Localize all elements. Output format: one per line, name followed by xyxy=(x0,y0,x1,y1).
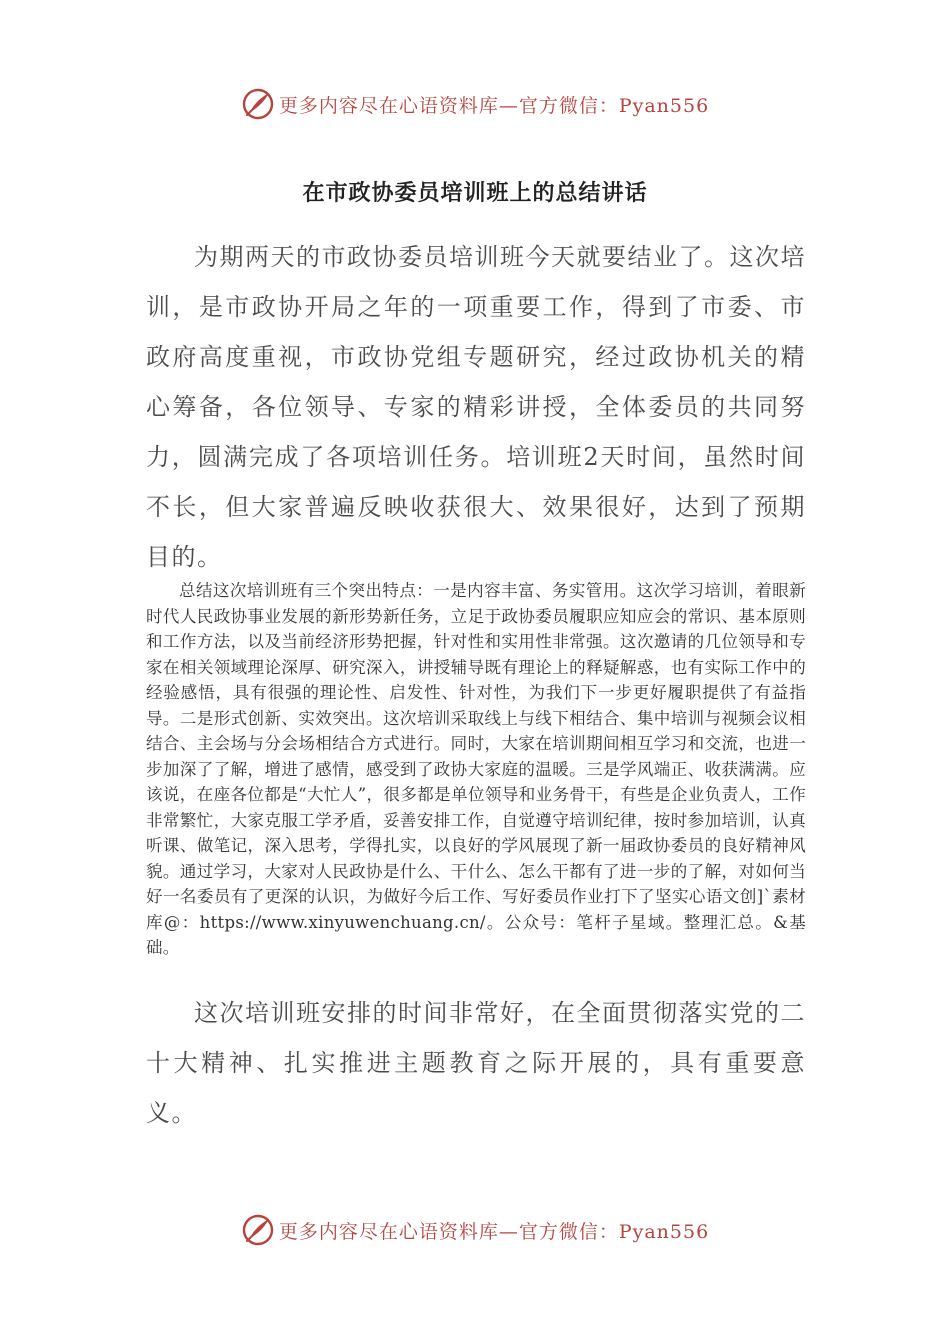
paragraph-features: 总结这次培训班有三个突出特点：一是内容丰富、务实管用。这次学习培训，着眼新时代人民政协事业发展的新形势新任务，立足于政协委员履职应知应会的常识、基本原则和工作方法，以及当前经济形势把握，针对性和实用性非常强。这次邀请的几位领导和专家在相关领域理论深厚、研究深入，讲授辅导既有理论上的释疑解惑，也有实际工作中的经验感悟，具有很强的理论性、启发性、针对性，为我们下一步更好履职提供了有益指导。二是形式创新、实效突出。这次培训采取线上与线下相结合、集中培训与视频会议相结合、主会场与分会场相结合方式进行。同时，大家在培训期间相互学习和交流，也进一步加深了了解，增进了感情，感受到了政协大家庭的温暖。三是学风端正、收获满满。应该说，在座各位都是“大忙人”，很多都是单位领导和业务骨干，有些是企业负责人，工作非常繁忙，大家克服工学矛盾，妥善安排工作，自觉遵守培训纪律，按时参加培训，认真听课、做笔记，深入思考，学得扎实，以良好的学风展现了新一届政协委员的良好精神风貌。通过学习，大家对人民政协是什么、干什么、怎么干都有了进一步的了解，对如何当好一名委员有了更深的认识，为做好今后工作、写好委员作业打下了坚实心语文创]`素材库@：https://www.xinyuwenchuang.cn/。公众号：笔杆子星域。整理汇总。&基础。 xyxy=(146,581,806,957)
paragraph-intro: 为期两天的市政协委员培训班今天就要结业了。这次培训，是市政协开局之年的一项重要工作，得到了市委、市政府高度重视，市政协党组专题研究，经过政协机关的精心筹备，各位领导、专家的精彩讲授，全体委员的共同努力，圆满完成了各项培训任务。培训班2天时间，虽然时间不长，但大家普遍反映收获很大、效果很好，达到了预期目的。 xyxy=(146,243,806,571)
quill-pen-logo-icon xyxy=(241,1213,275,1247)
banner-text: 更多内容尽在心语资料库—官方微信：Pyan556 xyxy=(278,94,710,117)
header-banner xyxy=(0,84,950,124)
document-title: 在市政协委员培训班上的总结讲话 xyxy=(302,181,648,206)
banner-text: 更多内容尽在心语资料库—官方微信：Pyan556 xyxy=(278,1220,710,1243)
quill-pen-logo-icon xyxy=(241,87,275,121)
footer-banner xyxy=(0,1210,950,1250)
paragraph-significance: 这次培训班安排的时间非常好，在全面贯彻落实党的二十大精神、扎实推进主题教育之际开展的，具有重要意义。 xyxy=(146,999,806,1127)
